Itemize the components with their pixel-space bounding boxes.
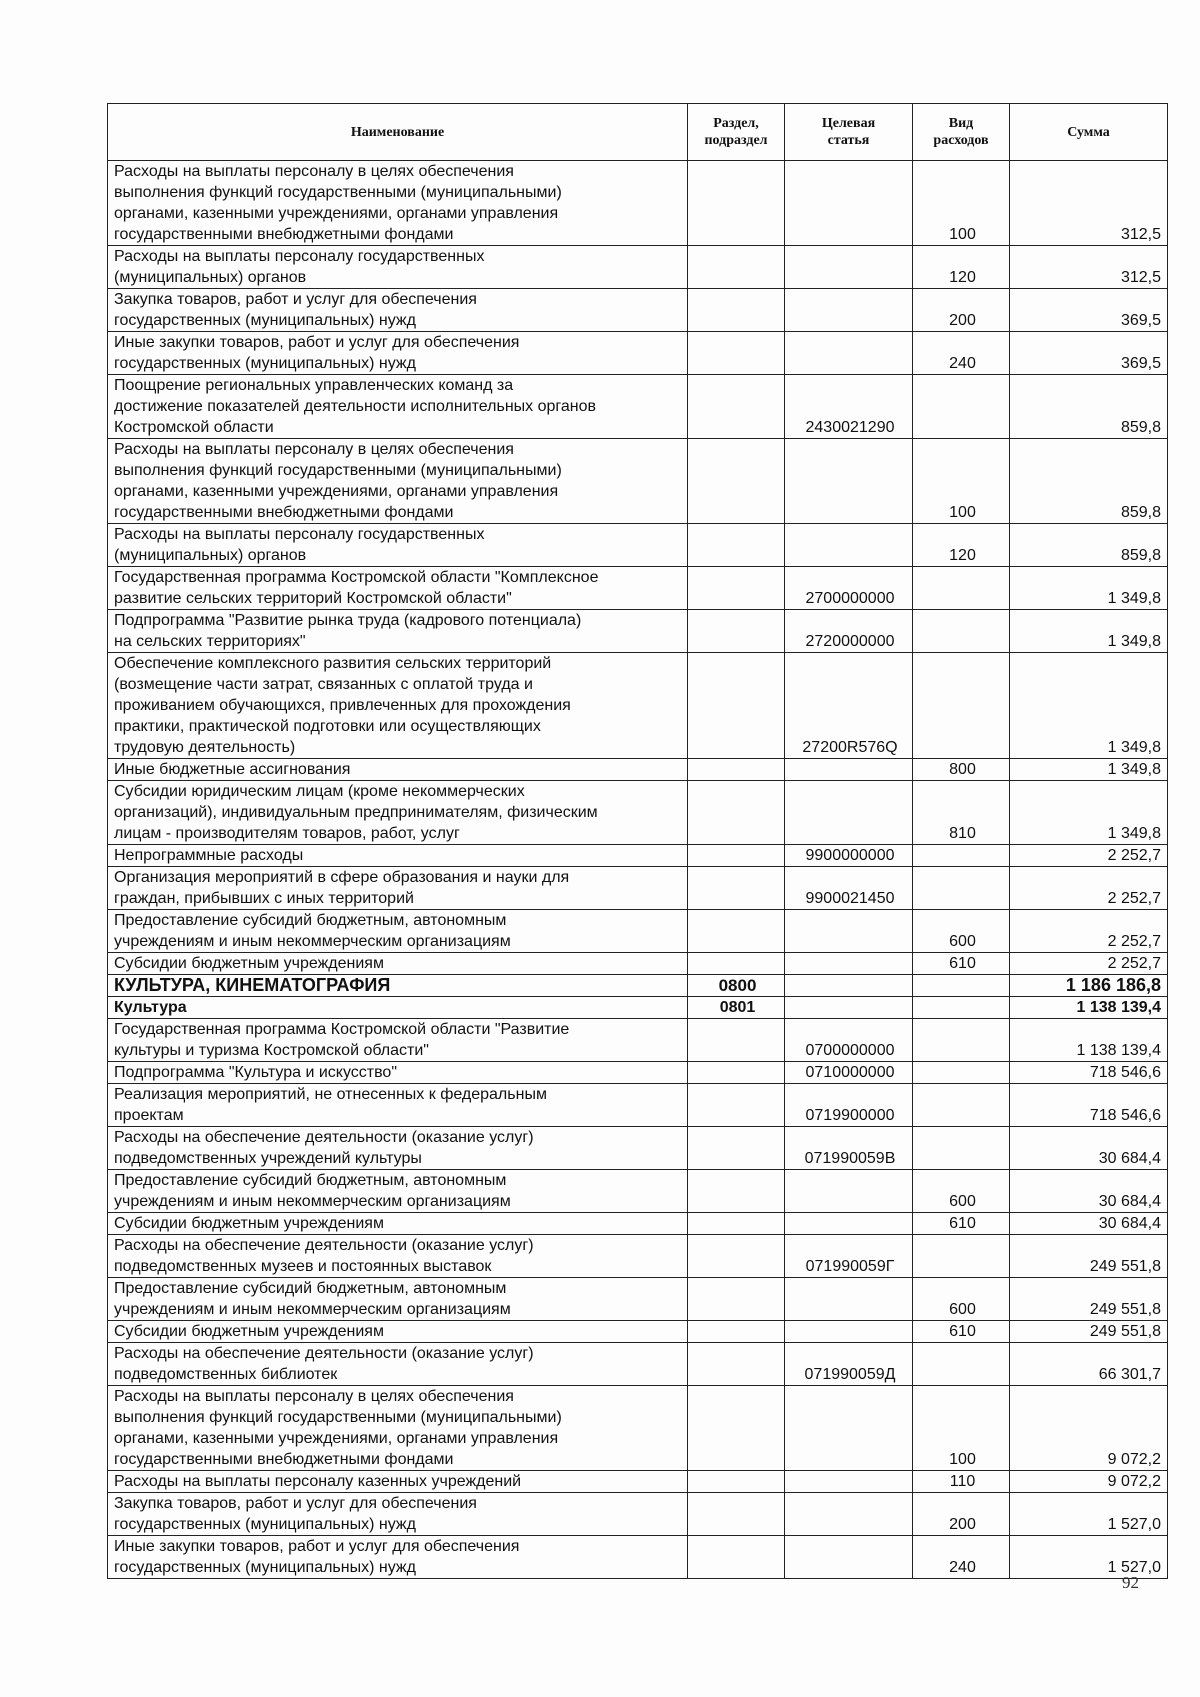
table-row [108,1019,1168,1062]
cell-target: 9900021450 [785,867,913,910]
cell-section: 0800 [688,975,785,997]
cell-target [785,975,913,997]
cell-target: 2720000000 [785,610,913,653]
cell-kind: 200 [913,1493,1010,1536]
cell-name: Государственная программа Костромской области "Развитие культуры и туризма Костромской области" [108,1019,688,1062]
cell-kind [913,997,1010,1019]
table-row [108,1536,1168,1579]
budget-table [107,103,1168,1579]
cell-sum: 718 546,6 [1010,1062,1168,1084]
table-row [108,1386,1168,1471]
cell-target: 2430021290 [785,375,913,439]
cell-sum: 312,5 [1010,246,1168,289]
cell-section [688,289,785,332]
cell-name: Расходы на выплаты персоналу в целях обеспечения выполнения функций государственными (муниципальными) органами, казенными учреждениями, органами управления государственными внебюджетными фондами [108,161,688,246]
table-row [108,1084,1168,1127]
cell-target [785,997,913,1019]
cell-sum: 1 527,0 [1010,1493,1168,1536]
cell-kind: 810 [913,781,1010,845]
cell-kind: 120 [913,246,1010,289]
cell-target [785,1278,913,1321]
table-row [108,781,1168,845]
cell-kind [913,653,1010,759]
cell-kind: 610 [913,1321,1010,1343]
cell-section [688,953,785,975]
cell-target: 071990059Г [785,1235,913,1278]
header-section: Раздел, подраздел [688,104,785,161]
cell-kind: 600 [913,910,1010,953]
cell-sum: 30 684,4 [1010,1127,1168,1170]
cell-kind: 240 [913,1536,1010,1579]
cell-name: Расходы на обеспечение деятельности (оказание услуг) подведомственных библиотек [108,1343,688,1386]
cell-target [785,161,913,246]
table-row [108,246,1168,289]
cell-name: Поощрение региональных управленческих команд за достижение показателей деятельности исполнительных органов Костромской области [108,375,688,439]
cell-name: Организация мероприятий в сфере образования и науки для граждан, прибывших с иных территорий [108,867,688,910]
cell-name: Расходы на выплаты персоналу казенных учреждений [108,1471,688,1493]
budget-table-container [107,103,1167,1579]
cell-kind: 240 [913,332,1010,375]
cell-name: Субсидии бюджетным учреждениям [108,953,688,975]
cell-name: Подпрограмма "Развитие рынка труда (кадрового потенциала) на сельских территориях" [108,610,688,653]
cell-sum: 1 349,8 [1010,653,1168,759]
cell-name: Предоставление субсидий бюджетным, автономным учреждениям и иным некоммерческим организациям [108,1170,688,1213]
table-row [108,1321,1168,1343]
cell-section [688,1084,785,1127]
cell-kind: 610 [913,953,1010,975]
cell-target: 071990059Д [785,1343,913,1386]
cell-sum: 1 186 186,8 [1010,975,1168,997]
cell-target: 0710000000 [785,1062,913,1084]
cell-target [785,1321,913,1343]
cell-target [785,910,913,953]
cell-section [688,332,785,375]
cell-section [688,1536,785,1579]
cell-kind: 200 [913,289,1010,332]
cell-section [688,845,785,867]
cell-name: Закупка товаров, работ и услуг для обеспечения государственных (муниципальных) нужд [108,289,688,332]
cell-name: Субсидии бюджетным учреждениям [108,1321,688,1343]
cell-section [688,439,785,524]
cell-name: Расходы на выплаты персоналу в целях обеспечения выполнения функций государственными (муниципальными) органами, казенными учреждениями, органами управления государственными внебюджетными фондами [108,439,688,524]
cell-section [688,1062,785,1084]
cell-sum: 30 684,4 [1010,1213,1168,1235]
table-row [108,1343,1168,1386]
table-row [108,610,1168,653]
cell-name: Расходы на обеспечение деятельности (оказание услуг) подведомственных музеев и постоянных выставок [108,1235,688,1278]
table-row [108,1170,1168,1213]
cell-section: 0801 [688,997,785,1019]
cell-kind [913,975,1010,997]
cell-sum: 859,8 [1010,439,1168,524]
cell-name: Государственная программа Костромской области "Комплексное развитие сельских территорий Костромской области" [108,567,688,610]
cell-kind [913,375,1010,439]
table-row [108,1062,1168,1084]
cell-target [785,1493,913,1536]
cell-target [785,759,913,781]
cell-name: Расходы на выплаты персоналу в целях обеспечения выполнения функций государственными (муниципальными) органами, казенными учреждениями, органами управления государственными внебюджетными фондами [108,1386,688,1471]
cell-kind [913,1235,1010,1278]
cell-sum: 1 349,8 [1010,610,1168,653]
cell-kind [913,1062,1010,1084]
cell-section [688,375,785,439]
cell-kind: 610 [913,1213,1010,1235]
cell-target [785,524,913,567]
table-row [108,1493,1168,1536]
cell-name: Субсидии бюджетным учреждениям [108,1213,688,1235]
cell-target [785,1536,913,1579]
cell-sum: 9 072,2 [1010,1386,1168,1471]
cell-name: Расходы на выплаты персоналу государственных (муниципальных) органов [108,246,688,289]
header-sum: Сумма [1010,104,1168,161]
cell-name: Культура [108,997,688,1019]
table-row [108,867,1168,910]
cell-section [688,1321,785,1343]
table-body [108,161,1168,1579]
cell-kind [913,567,1010,610]
cell-sum: 30 684,4 [1010,1170,1168,1213]
cell-name: Предоставление субсидий бюджетным, автономным учреждениям и иным некоммерческим организациям [108,910,688,953]
table-row [108,1278,1168,1321]
cell-name: Реализация мероприятий, не отнесенных к федеральным проектам [108,1084,688,1127]
cell-section [688,867,785,910]
cell-section [688,1170,785,1213]
cell-section [688,910,785,953]
cell-sum: 1 349,8 [1010,567,1168,610]
header-name: Наименование [108,104,688,161]
cell-section [688,1019,785,1062]
cell-section [688,1493,785,1536]
cell-name: Обеспечение комплексного развития сельских территорий (возмещение части затрат, связанных с оплатой труда и проживанием обучающихся, привлеченных для прохождения практики, практической подготовки или осуществляющих трудовую деятельность) [108,653,688,759]
cell-section [688,781,785,845]
cell-kind: 100 [913,161,1010,246]
cell-target [785,289,913,332]
cell-target: 0719900000 [785,1084,913,1127]
cell-sum: 1 138 139,4 [1010,997,1168,1019]
cell-name: Расходы на выплаты персоналу государственных (муниципальных) органов [108,524,688,567]
cell-target: 0700000000 [785,1019,913,1062]
cell-sum: 249 551,8 [1010,1235,1168,1278]
cell-kind [913,1343,1010,1386]
cell-section [688,1213,785,1235]
cell-target [785,1170,913,1213]
cell-sum: 1 138 139,4 [1010,1019,1168,1062]
cell-name: Иные закупки товаров, работ и услуг для обеспечения государственных (муниципальных) нужд [108,1536,688,1579]
table-row [108,524,1168,567]
cell-sum: 2 252,7 [1010,867,1168,910]
cell-sum: 718 546,6 [1010,1084,1168,1127]
table-row [108,567,1168,610]
cell-target [785,1471,913,1493]
table-row [108,1213,1168,1235]
cell-name: Расходы на обеспечение деятельности (оказание услуг) подведомственных учреждений культуры [108,1127,688,1170]
table-row [108,1235,1168,1278]
cell-sum: 2 252,7 [1010,845,1168,867]
cell-kind: 600 [913,1170,1010,1213]
cell-sum: 312,5 [1010,161,1168,246]
cell-section [688,567,785,610]
cell-sum: 369,5 [1010,332,1168,375]
cell-sum: 859,8 [1010,524,1168,567]
cell-kind: 600 [913,1278,1010,1321]
cell-target [785,1386,913,1471]
header-kind: Вид расходов [913,104,1010,161]
page-number: 92 [1122,1573,1139,1592]
cell-sum: 1 527,0 [1010,1536,1168,1579]
table-row [108,910,1168,953]
cell-kind: 100 [913,1386,1010,1471]
cell-sum: 859,8 [1010,375,1168,439]
cell-name: Непрограммные расходы [108,845,688,867]
cell-name: Подпрограмма "Культура и искусство" [108,1062,688,1084]
table-row [108,1127,1168,1170]
table-row [108,375,1168,439]
cell-section [688,653,785,759]
table-row [108,953,1168,975]
cell-kind: 120 [913,524,1010,567]
cell-sum: 2 252,7 [1010,910,1168,953]
cell-section [688,1471,785,1493]
table-row [108,332,1168,375]
cell-kind [913,1019,1010,1062]
table-row [108,289,1168,332]
cell-section [688,759,785,781]
table-row [108,653,1168,759]
table-row [108,161,1168,246]
cell-sum: 249 551,8 [1010,1278,1168,1321]
cell-kind [913,867,1010,910]
cell-kind: 800 [913,759,1010,781]
cell-kind [913,1084,1010,1127]
table-row [108,439,1168,524]
cell-name: Предоставление субсидий бюджетным, автономным учреждениям и иным некоммерческим организациям [108,1278,688,1321]
cell-kind: 100 [913,439,1010,524]
cell-sum: 66 301,7 [1010,1343,1168,1386]
cell-section [688,1235,785,1278]
cell-target: 2700000000 [785,567,913,610]
cell-name: Иные бюджетные ассигнования [108,759,688,781]
cell-name: Закупка товаров, работ и услуг для обеспечения государственных (муниципальных) нужд [108,1493,688,1536]
cell-sum: 369,5 [1010,289,1168,332]
cell-kind: 110 [913,1471,1010,1493]
cell-section [688,246,785,289]
cell-target [785,246,913,289]
cell-name: Субсидии юридическим лицам (кроме некоммерческих организаций), индивидуальным предпринимателям, физическим лицам - производителям товаров, работ, услуг [108,781,688,845]
cell-target [785,781,913,845]
cell-kind [913,610,1010,653]
cell-target: 9900000000 [785,845,913,867]
cell-section [688,524,785,567]
cell-section [688,1343,785,1386]
cell-sum: 1 349,8 [1010,759,1168,781]
cell-target: 071990059В [785,1127,913,1170]
cell-section [688,610,785,653]
table-row [108,845,1168,867]
table-header-row [108,104,1168,161]
cell-target [785,1213,913,1235]
cell-sum: 249 551,8 [1010,1321,1168,1343]
cell-section [688,1278,785,1321]
table-row [108,975,1168,997]
cell-sum: 2 252,7 [1010,953,1168,975]
cell-target [785,439,913,524]
cell-target [785,332,913,375]
cell-kind [913,845,1010,867]
cell-sum: 1 349,8 [1010,781,1168,845]
cell-kind [913,1127,1010,1170]
cell-section [688,161,785,246]
cell-target [785,953,913,975]
cell-name: КУЛЬТУРА, КИНЕМАТОГРАФИЯ [108,975,688,997]
cell-name: Иные закупки товаров, работ и услуг для обеспечения государственных (муниципальных) нужд [108,332,688,375]
table-row [108,997,1168,1019]
table-row [108,759,1168,781]
cell-section [688,1127,785,1170]
table-row [108,1471,1168,1493]
header-target: Целевая статья [785,104,913,161]
cell-target: 27200R576Q [785,653,913,759]
cell-section [688,1386,785,1471]
cell-sum: 9 072,2 [1010,1471,1168,1493]
